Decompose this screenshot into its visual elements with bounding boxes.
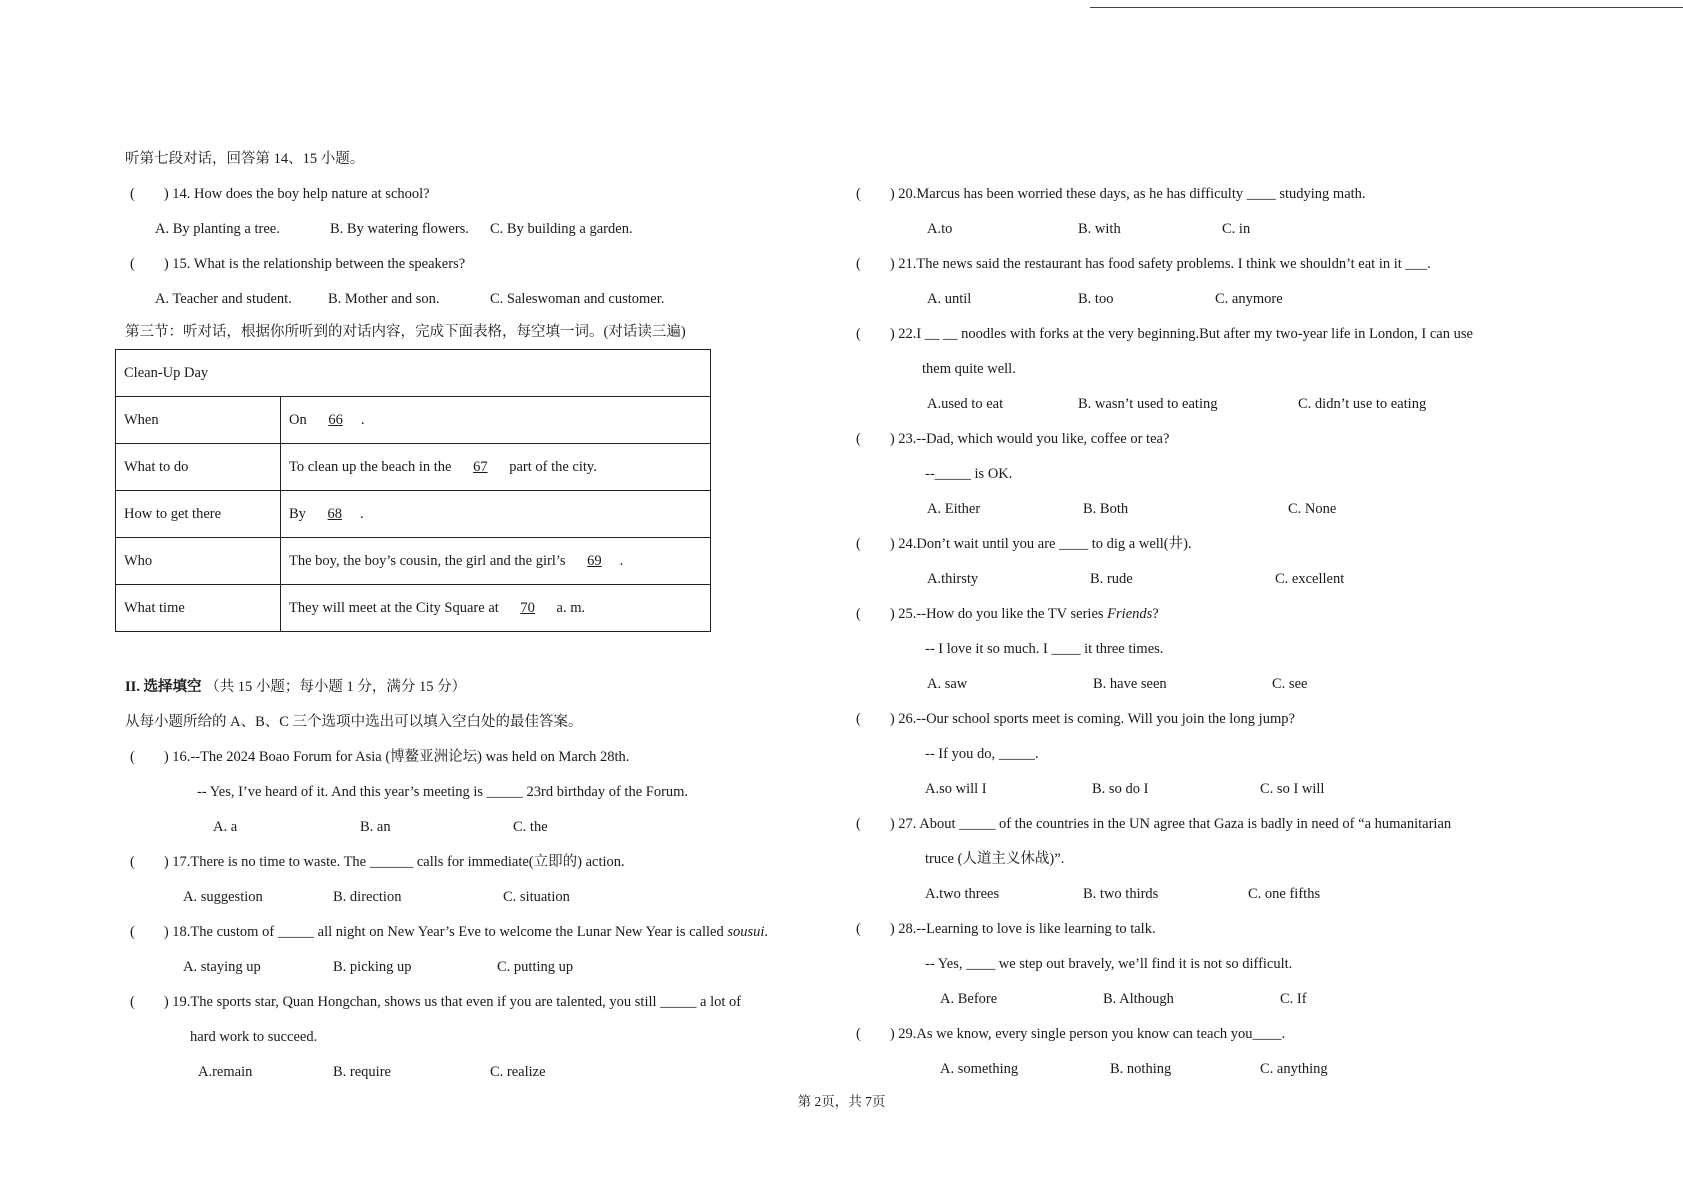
- question-16-option-c: C. the: [513, 819, 548, 835]
- question-16-line2: -- Yes, I’ve heard of it. And this year’s meeting is _____ 23rd birthday of the Forum.: [197, 784, 689, 800]
- blank-69: 69: [587, 552, 602, 569]
- part2-heading: [125, 680, 466, 695]
- question-27-stem: ( ) 27. About _____ of the countries in the UN agree that Gaza is badly in need of “a humanitarian: [856, 816, 1452, 832]
- question-14-stem: ( ) 14. How does the boy help nature at school?: [130, 186, 430, 202]
- question-21-option-b: B. too: [1078, 291, 1114, 307]
- part2-instructions: 从每小题所给的 A、B、C 三个选项中选出可以填入空白处的最佳答案。: [125, 714, 583, 730]
- question-26-option-a: A.so will I: [925, 781, 987, 797]
- row-content: The boy, the boy’s cousin, the girl and the girl’s 69 .: [281, 538, 711, 585]
- question-20-stem: ( ) 20.Marcus has been worried these days, as he has difficulty ____ studying math.: [856, 186, 1366, 202]
- question-22-line2: them quite well.: [922, 361, 1016, 377]
- table-row: [116, 444, 711, 491]
- question-28-option-b: B. Although: [1103, 991, 1174, 1007]
- question-26-option-c: C. so I will: [1260, 781, 1325, 797]
- question-19-option-b: B. require: [333, 1064, 391, 1080]
- question-28-line2: -- Yes, ____ we step out bravely, we’ll find it is not so difficult.: [925, 956, 1293, 972]
- question-29-option-b: B. nothing: [1110, 1061, 1172, 1077]
- question-25-stem: ( ) 25.--How do you like the TV series Friends?: [856, 606, 1159, 622]
- question-15-option-c: C. Saleswoman and customer.: [490, 291, 665, 307]
- question-24-option-b: B. rude: [1090, 571, 1133, 587]
- question-14-option-b: B. By watering flowers.: [330, 221, 469, 237]
- question-16-option-a: A. a: [213, 819, 238, 835]
- question-23-line2: --_____ is OK.: [925, 466, 1013, 482]
- table-title: Clean-Up Day: [116, 350, 711, 397]
- row-content: By 68 .: [281, 491, 711, 538]
- row-label: When: [116, 397, 281, 444]
- question-29-option-c: C. anything: [1260, 1061, 1328, 1077]
- row-label: What time: [116, 585, 281, 632]
- blank-68: 68: [327, 505, 343, 522]
- question-19-option-a: A.remain: [198, 1064, 253, 1080]
- question-19-stem: ( ) 19.The sports star, Quan Hongchan, shows us that even if you are talented, you still _____ a lot of: [130, 994, 742, 1010]
- question-17-option-b: B. direction: [333, 889, 402, 905]
- question-28-option-a: A. Before: [940, 991, 998, 1007]
- question-16-stem: ( ) 16.--The 2024 Boao Forum for Asia (博鳌亚洲论坛) was held on March 28th.: [130, 749, 630, 765]
- question-21-option-c: C. anymore: [1215, 291, 1283, 307]
- part2-scoring: （共 15 小题；每小题 1 分，满分 15 分）: [205, 679, 467, 695]
- question-17-option-c: C. situation: [503, 889, 570, 905]
- question-22-option-a: A.used to eat: [927, 396, 1004, 412]
- question-22-option-c: C. didn’t use to eating: [1298, 396, 1427, 412]
- table-row: [116, 397, 711, 444]
- question-23-option-b: B. Both: [1083, 501, 1129, 517]
- question-17-option-a: A. suggestion: [183, 889, 263, 905]
- question-16-option-b: B. an: [360, 819, 391, 835]
- question-29-option-a: A. something: [940, 1061, 1019, 1077]
- question-18-stem: ( ) 18.The custom of _____ all night on New Year’s Eve to welcome the Lunar New Year is called sousui.: [130, 924, 769, 940]
- question-20-option-b: B. with: [1078, 221, 1121, 237]
- question-24-stem: ( ) 24.Don’t wait until you are ____ to dig a well(井).: [856, 536, 1192, 552]
- question-15-stem: ( ) 15. What is the relationship between the speakers?: [130, 256, 466, 272]
- question-19-line2: hard work to succeed.: [190, 1029, 318, 1045]
- row-label: What to do: [116, 444, 281, 491]
- question-25-line2: -- I love it so much. I ____ it three times.: [925, 641, 1164, 657]
- part2-title: II. 选择填空: [125, 679, 202, 695]
- question-27-option-b: B. two thirds: [1083, 886, 1159, 902]
- row-label: Who: [116, 538, 281, 585]
- question-20-option-c: C. in: [1222, 221, 1251, 237]
- row-content: On 66 .: [281, 397, 711, 444]
- row-label: How to get there: [116, 491, 281, 538]
- question-23-option-a: A. Either: [927, 501, 981, 517]
- table-title-row: [116, 350, 711, 397]
- question-22-option-b: B. wasn’t used to eating: [1078, 396, 1218, 412]
- blank-67: 67: [473, 458, 488, 475]
- question-23-stem: ( ) 23.--Dad, which would you like, coffee or tea?: [856, 431, 1170, 447]
- question-24-option-a: A.thirsty: [927, 571, 979, 587]
- row-content: They will meet at the City Square at 70 a. m.: [281, 585, 711, 632]
- section3-intro: 第三节：听对话，根据你所听到的对话内容，完成下面表格，每空填一词。(对话读三遍): [125, 324, 686, 340]
- blank-70: 70: [520, 599, 535, 616]
- question-27-option-c: C. one fifths: [1248, 886, 1321, 902]
- part7-intro: 听第七段对话，回答第 14、15 小题。: [125, 151, 365, 167]
- question-26-option-b: B. so do I: [1092, 781, 1149, 797]
- table-row: [116, 491, 711, 538]
- question-18-option-c: C. putting up: [497, 959, 574, 975]
- question-18-option-b: B. picking up: [333, 959, 412, 975]
- row-content: To clean up the beach in the 67 part of the city.: [281, 444, 711, 491]
- question-20-option-a: A.to: [927, 221, 953, 237]
- question-27-line2: truce (人道主义休战)”.: [925, 851, 1065, 867]
- question-28-option-c: C. If: [1280, 991, 1307, 1007]
- question-28-stem: ( ) 28.--Learning to love is like learning to talk.: [856, 921, 1156, 937]
- question-29-stem: ( ) 29.As we know, every single person you know can teach you____.: [856, 1026, 1286, 1042]
- top-rule: [1090, 7, 1683, 8]
- page-number: 第 2页，共 7页: [797, 1094, 886, 1109]
- question-25-option-b: B. have seen: [1093, 676, 1167, 692]
- question-19-option-c: C. realize: [490, 1064, 546, 1080]
- blank-66: 66: [328, 411, 343, 428]
- question-27-option-a: A.two threes: [925, 886, 1000, 902]
- cleanup-day-table: [115, 349, 711, 632]
- question-23-option-c: C. None: [1288, 501, 1337, 517]
- question-24-option-c: C. excellent: [1275, 571, 1345, 587]
- question-21-stem: ( ) 21.The news said the restaurant has food safety problems. I think we shouldn’t eat in it ___.: [856, 256, 1431, 272]
- question-21-option-a: A. until: [927, 291, 972, 307]
- question-26-line2: -- If you do, _____.: [925, 746, 1039, 762]
- question-25-option-a: A. saw: [927, 676, 968, 692]
- table-row: [116, 585, 711, 632]
- question-14-option-c: C. By building a garden.: [490, 221, 633, 237]
- question-18-option-a: A. staying up: [183, 959, 261, 975]
- question-14-option-a: A. By planting a tree.: [155, 221, 280, 237]
- question-25-option-c: C. see: [1272, 676, 1308, 692]
- question-15-option-a: A. Teacher and student.: [155, 291, 292, 307]
- question-22-stem: ( ) 22.I __ __ noodles with forks at the very beginning.But after my two-year life in London, I can use: [856, 326, 1473, 342]
- question-15-option-b: B. Mother and son.: [328, 291, 440, 307]
- table-row: [116, 538, 711, 585]
- question-17-stem: ( ) 17.There is no time to waste. The ______ calls for immediate(立即的) action.: [130, 854, 625, 870]
- question-26-stem: ( ) 26.--Our school sports meet is coming. Will you join the long jump?: [856, 711, 1295, 727]
